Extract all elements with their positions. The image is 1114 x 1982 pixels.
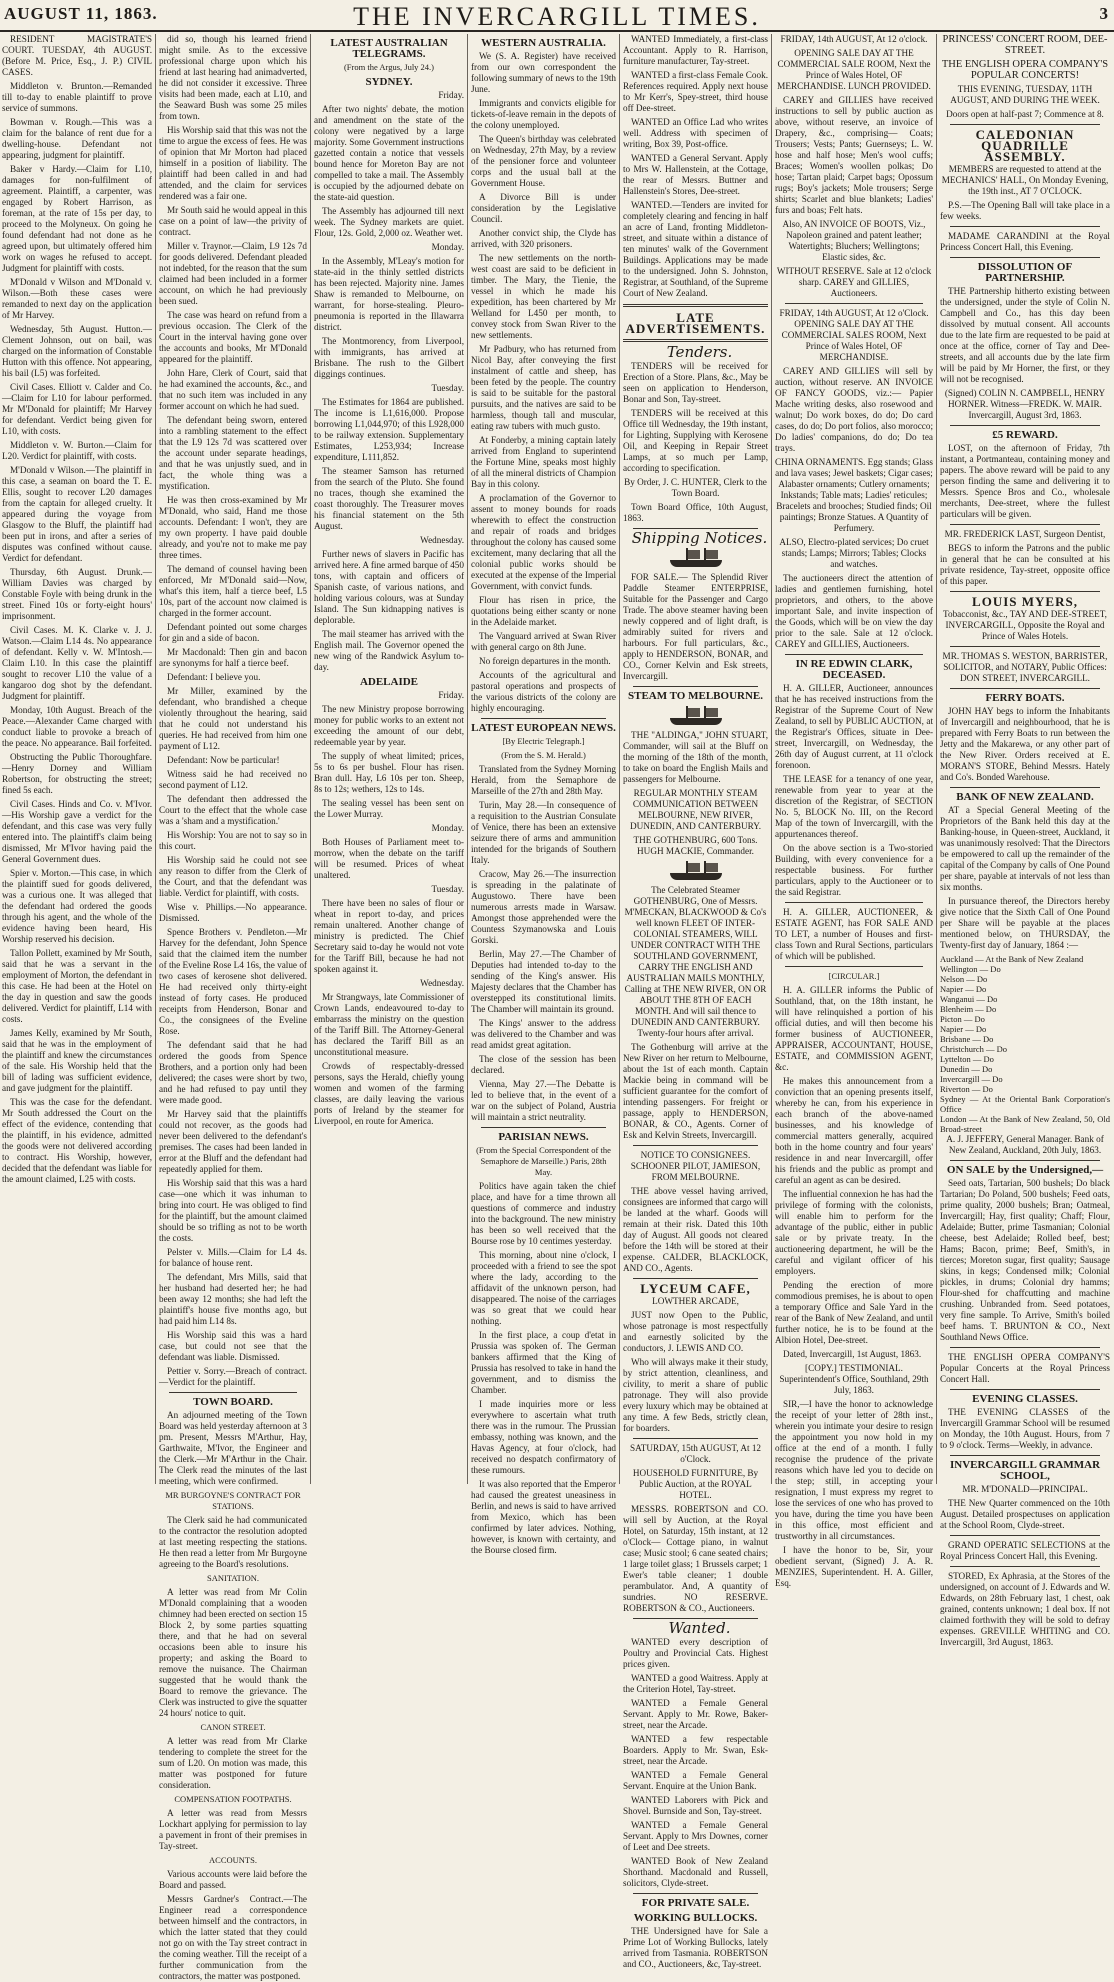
classified-ad: He makes this announcement from a conviction that an opening presents itself, whereby he can, from his experience in each branch of the above-named businesses, and his knowledge of commercial matters generally, acquired both in the home country and four years' residence in and near Invercargill, offer his friends and the public as prompt and careful an agent as can be desired. (775, 1076, 933, 1185)
classified-ad: JOHN HAY begs to inform the Inhabitants of Invercargill and neighbourhood, that he is prepared with Ferry Boats to run between the Jetty and the Makarewa, or any other part of the New River. Orders received at E. MORAN'S STORE, Behind Messrs. Hately and Co's. Bonded Warehouse. (940, 706, 1110, 782)
classified-ad: WANTED.—Tenders are invited for completely clearing and fencing in half an acre of Land, fronting Middleton-street, and situate within a distance of ten minutes' walk of the Government Buildings. Applications may be made to the undersigned. John S. Johnston, Registrar, at Southland, of the Supreme Court of New Zealand. (623, 200, 768, 298)
column-1-court-reports (2, 34, 152, 1484)
classified-ad: Who will always make it their study, by strict attention, cleanliness, and civility, to merit a share of public patronage. They will also provide every luxury which may be obtained at any time. A few Beds, strictly clean, for boarders. (623, 1357, 768, 1433)
article-text: A Divorce Bill is under consideration by the Legislative Council. (471, 192, 616, 224)
article-text: His Worship said this was a hard case, but could not see that the defendant was liable. Dismissed. (159, 1330, 307, 1362)
classified-ad: TENDERS will be received at this Office till Wednesday, the 19th instant, for Lighting, Supplying with Kerosene Oil, and Keeping in Repair Street Lamps, at so much per Lamp, according to specification. (623, 408, 768, 473)
section-heading: Wanted. (668, 1619, 731, 1637)
column-2-court-and-town-board (159, 34, 307, 1981)
article-text: Accounts of the agricultural and pastoral operations and prospects of the various districts of the colony are highly encouraging. (471, 670, 616, 713)
article-text: Both Houses of Parliament meet to-morrow, when the debate on the tariff will be resumed. Prices of wheat unaltered. (314, 837, 464, 880)
article-text: Wise v. Phillips.—No appearance. Dismissed. (159, 902, 307, 923)
classified-ad: FOR SALE.— The Splendid River Paddle Steamer ENTERPRISE, Suitable for the Passenger and Cargo Trade. The above steamer having been newly coppered and of light draft, is admirably suited for rivers and harbours. For full particulars, &c., apply to HENDERSON, BONAR, and CO., Corner Kelvin and Esk streets, Invercargill. (623, 572, 768, 681)
article-text: The close of the session has been declared. (471, 1054, 616, 1075)
article-text: Berlin, May 27.—The Chamber of Deputies had intended to-day to the sending of the King's answer. His Majesty declares that the Chamber has overstepped its constitutional limits. The Chamber will maintain its ground. (471, 949, 616, 1014)
section-heading: £5 REWARD. (992, 429, 1058, 441)
dateline: Friday. (438, 90, 464, 100)
bank-branch-item: Dunedin — Do (940, 1064, 993, 1074)
dateline: Friday. (438, 690, 464, 700)
subheading: (From the S. M. Herald.) (501, 750, 586, 760)
classified-ad: H. A. GILLER informs the Public of Southland, that, on the 18th instant, he will have relinquished a portion of his official duties, and will then become his former business of AUCTIONEER, APPRAISER, ACCOUNTANT, HOUSE, ESTATE, and COMMISSION AGENT, &c. (775, 985, 933, 1072)
article-text: There have been no sales of flour or wheat in report to-day, and prices remain unaltered. Another change of ministry is predicted. The Chief Secretary said to-day he would not vote for the Tariff Bill, because he had not spoken against it. (314, 898, 464, 974)
classified-ad: TENDERS will be received for Erection of a Store. Plans, &c., May be seen on application to Henderson, Bonar and Son, Tay-street. (623, 361, 768, 404)
bank-branch-item: Lyttelton — Do (940, 1054, 994, 1064)
classified-ad: Pending the erection of more commodious premises, he is about to open a temporary Office and Sale Yard in the rear of the Bank of New Zealand, and until further notice, he is to be found at the Albion Hotel, Dee-street. (775, 1280, 933, 1345)
article-text: The sealing vessel has been sent on the Lower Murray. (314, 798, 464, 819)
section-rule (950, 1160, 1100, 1161)
classified-ad: WANTED a first-class Female Cook. References required. Apply next house to Mr Kerr's, Spey-street, third house off Dee-street. (623, 70, 769, 113)
article-text: Mr Macdonald: Then gin and bacon are synonyms for half a tierce beef. (159, 647, 307, 668)
classified-ad: WANTED a good Waitress. Apply at the Criterion Hotel, Tay-street. (623, 1673, 768, 1694)
article-text: The new settlements on the north-west coast are said to be deficient in timber. The Mary, the Tienie, the vessel in which he made his expedition, has been chartered by Mr Welland for L450 per month, to convey stock from Swan River to the new settlements. (471, 253, 616, 340)
classified-ad: HOUSEHOLD FURNITURE, By Public Auction, at the ROYAL HOTEL. (632, 1468, 759, 1500)
article-text: Another convict ship, the Clyde has arrived, with 320 prisoners. (471, 228, 616, 249)
classified-ad: WANTED a few respectable Boarders. Apply to Mr. Swan, Esk-street, near the Arcade. (623, 1734, 768, 1766)
article-text: His Worship said that this was a hard case—one which it was inhuman to bring into court. He was obliged to find for the plaintiff, but the amount claimed should be so trifling as not to be worth the costs. (159, 1178, 307, 1243)
column-5-advertisements (623, 34, 769, 1969)
article-text: The supply of wheat limited; prices, 5s to 6s per bushel. Flour has risen. Bran dull. Hay, L6 10s per ton. Sheep, 8s to 12s; wethers, 12s to 14s. (314, 751, 464, 794)
classified-ad: CAREY AND GILLIES will sell by auction, without reserve. AN INVOICE OF FANCY GOODS, viz.:— Papier Mache writing desks, also rosewood and walnut; Do work boxes, do do; Do card cases, do do; Do port folios, also morocco; Do ladies' companions, do do; Do tea trays. (775, 366, 933, 453)
classified-ad: The influential connexion he has had the privilege of forming with the colonists, will enable him to perform for the advantage of the public, either in public sale or by private treaty. In the auctioneering department, he will be the careful and vigilant officer of his employers. (775, 1189, 933, 1276)
section-rule (169, 1392, 297, 1393)
section-heading: SYDNEY. (365, 76, 413, 88)
column-6-auctions (775, 34, 933, 1588)
section-heading: DISSOLUTION OF PARTNERSHIP. (977, 261, 1073, 284)
bank-branch-item: Wellington — Do (940, 964, 1001, 974)
classified-ad: The Gothenburg will arrive at the New River on her return to Melbourne, about the 1st of each month. Captain Mackie being in command will be sufficient guarantee for the comfort of intending passengers. For freight or passage, apply to HENDERSON, BONAR, & CO., Agents. Corner of Esk and Kelvin Streets, Invercargill. (623, 1042, 768, 1140)
article-text: M'Donald v Wilson.—The plaintiff in this case, a seaman on board the T. E. Ellis, sought to recover L20 damages from the captain for alleged cruelty. It appeared during the voyage from Glasgow to the Bluff, the plaintiff had been put in irons, and after a series of disputes was confined without cause. Verdict for defendant. (2, 465, 152, 563)
classified-ad: WANTED Laborers with Pick and Shovel. Burnside and Son, Tay-street. (623, 1795, 768, 1816)
section-heading: PARISIAN NEWS. (498, 1131, 589, 1143)
section-rule (950, 787, 1100, 788)
classified-ad: CAREY and GILLIES have received instructions to sell by public auction as above, without reserve, an invoice of Drapery, &c., comprising— Coats; Trousers; Vests; Pants; Guernseys; L. W. hose and half hose; Men's wool cuffs; Braces; Women's woollen polkas; Do hose; Tartan plaid; Carpet bags; Opossum rugs; Boy's jackets; Mole trousers; Serge shirts; Scarlet and blue blankets; Ladies' furs and boas; Felt hats. (775, 95, 933, 215)
classified-ad: WANTED Book of New Zealand Shorthand. Macdonald and Russell, solicitors, Clyde-street. (623, 1856, 768, 1888)
article-text: Flour has risen in price, the quotations being either scanty or none in the Adelaide market. (471, 595, 616, 627)
article-text: Vienna, May 27.—The Debatte is led to believe that, in the event of a war on the subject of Poland, Austria will maintain a strict neutrality. (471, 1079, 616, 1122)
article-text: Turin, May 28.—In consequence of a requisition to the Austrian Consulate of Venice, there has been an extensive seizure there of arms and ammunition intended for the brigands of Southern Italy. (471, 800, 616, 865)
bank-branch-item: Riverton — Do (940, 1084, 993, 1094)
article-text: Spier v. Morton.—This case, in which the plaintiff sued for goods delivered, was a curious one. It was alleged that the defendant had ordered the goods through his agent, and the whole of the evidence having been heard, His Worship reserved his decision. (2, 868, 152, 944)
article-text: Messrs Gardner's Contract.—The Engineer read a correspondence between himself and the contractors, in which the latter stated that they could not go on with the Tay street contract in the coming weather. Till the receipt of a further communication from the contractors, the matter was postponed. (159, 1894, 307, 1981)
article-text: The steamer Samson has returned from the search of the Pluto. She found no traces, though she examined the coast thoroughly. The Treasurer moves his financial statement on the 5th August. (314, 466, 464, 531)
classified-ad: H. A. GILLER, Auctioneer, announces that he has received instructions from the Registrar of the Supreme Court of New Zealand, to sell by PUBLIC AUCTION, at the Registrar's Offices, situate in Dee-street, Invercargill, on Wednesday, the 26th day of August current, at 11 o'clock forenoon. (775, 683, 933, 770)
article-text: Middleton v. Brunton.—Remanded till to-day to enable plaintiff to prove service of summons. (2, 81, 152, 113)
classified-ad: THE New Quarter commenced on the 10th August. Detailed prospectuses on application at the School Room, Clyde-street. (940, 1498, 1110, 1530)
article-text: John Hare, Clerk of Court, said that he had examined the accounts, &c., and that no such item was included in any former account on which he had sued. (159, 368, 307, 411)
column-3-australian-telegrams (314, 34, 464, 1484)
classified-ad: THE Partnership hitherto existing between the undersigned, under the style of Colin N. Campbell and Co., has this day been dissolved by mutual consent. All accounts due to the late firm are requested to be paid at once at the office, corner of Tay and Dee-streets, and all accounts due by the late firm will be paid by Mr Horner, the first, or they will not be recognised. (940, 286, 1110, 384)
classified-ad: THE ENGLISH OPERA COMPANY'S POPULAR CONCERTS! (941, 59, 1109, 81)
article-text: M'Donald v Wilson and M'Donald v. Wilson.—Both these cases were remanded to next day on the application of Mr Harvey. (2, 277, 152, 320)
classified-ad: ALSO, Electro-plated services; Do cruet stands; Lamps; Mirrors; Tables; Clocks and watches. (779, 537, 929, 569)
subheading: ACCOUNTS. (209, 1855, 257, 1865)
article-text: Wednesday, 5th August. Hutton.—Clement Johnson, out on bail, was charged on the information of Constable Hutton with this offence. Not appearing, his bail (L5) was forfeited. (2, 324, 152, 378)
classified-ad: A. J. JEFFERY, General Manager. Bank of New Zealand, Auckland, 20th July, 1863. (946, 1134, 1104, 1155)
article-text: Miller v. Traynor.—Claim, L9 12s 7d for goods delivered. Defendant pleaded not indebted, for the reason that the sum claimed had been included in a former account, on which he had previously been sued. (159, 241, 307, 306)
subheading: COMPENSATION FOOTPATHS. (174, 1794, 292, 1804)
article-text: Pettier v. Sorry.—Breach of contract.—Verdict for the plaintiff. (159, 1366, 307, 1387)
article-text: The Montmorency, from Liverpool, with immigrants, has arrived at Brisbane. The rush to the Gilbert diggings continues. (314, 336, 464, 379)
classified-ad: SATURDAY, 15th AUGUST, At 12 o'Clock. (629, 1443, 762, 1464)
article-text: No foreign departures in the month. (479, 656, 611, 666)
section-rule (950, 1455, 1100, 1456)
bank-branch-list (940, 954, 1110, 1134)
subheading: SANITATION. (207, 1573, 259, 1583)
ad-date: Town Board Office, 10th August, 1863. (623, 502, 768, 523)
classified-ad: PRINCESS' CONCERT ROOM, DEE-STREET. (942, 34, 1108, 56)
bank-branch-item: Blenheim — Do (940, 1004, 997, 1014)
article-text: The Vanguard arrived at Swan River with general cargo on 8th June. (471, 631, 616, 652)
steamer-icon (666, 705, 726, 727)
article-text: Witness said he had received no second payment of L12. (159, 769, 307, 790)
classified-ad: P.S.—The Opening Ball will take place in a few weeks. (940, 200, 1110, 221)
classified-ad: SIR,—I have the honor to acknowledge the receipt of your letter of 28th inst., wherein you intimate your desire to resign the appointment you now hold in my office at the end of a month. I fully recognise the prudence of the private reasons which have led you to decide on the step; still, in accepting your resignation, I must express my regret to lose the services of one who has proved to you have, during the time you have been in this office, most efficient and trustworthy in all circumstances. (775, 1399, 933, 1541)
section-rule (785, 902, 923, 903)
section-heading: FOR PRIVATE SALE. (641, 1897, 750, 1909)
classified-ad: WITHOUT RESERVE. Sale at 12 o'clock sharp. CAREY and GILLIES, Auctioneers. (776, 266, 932, 298)
bank-branch-item: London — At the Bank of New Zealand, 50, Old Broad-street (940, 1114, 1110, 1134)
classified-ad: WANTED Immediately, a first-class Accountant. Apply to R. Harrison, furniture manufacturer, Tay-street. (623, 34, 768, 66)
column-divider (310, 34, 311, 1484)
article-text: did so, though his learned friend might smile. As to the excessive professional charge upon which his friend at last hearing had animadverted, he did not consider it excessive. Three visits had been made, each at L10, and the Seaward Bush was some 25 miles from town. (159, 34, 307, 121)
article-text: Crowds of respectably-dressed persons, says the Herald, chiefly young women and women of the farming classes, are daily leaving the various ports of Ireland by the steamer for Liverpool, en route for America. (314, 1061, 464, 1126)
classified-ad: I have the honor to be, Sir, your obedient servant, (Signed) J. A. R. MENZIES, Superintendent. H. A. Giller, Esq. (775, 1545, 933, 1588)
classified-ad: OPENING SALE DAY AT THE COMMERCIAL SALE ROOM, Next the Prince of Wales Hotel, OF MERCHANDISE. LUNCH PROVIDED. (777, 48, 931, 91)
article-text: The new Ministry propose borrowing money for public works to an extent not exceeding the amount of our debt, redeemable year by year. (314, 704, 464, 747)
article-text: The defendant said that he had ordered the goods from Spence Brothers, and a portion only had been delivered; the cases were short by two, and he had refused to pay until they were made good. (159, 1040, 307, 1105)
article-text: Bowman v. Rough.—This was a claim for the balance of rent due for a dwelling-house. Defendant not appearing, judgment for plaintiff. (2, 117, 152, 160)
section-heading: Tenders. (666, 343, 733, 361)
classified-ad: MEMBERS are requested to attend at the MECHANICS' HALL, On Monday Evening, the 19th inst., AT 7 O'CLOCK. (941, 164, 1109, 196)
newspaper-title: THE INVERCARGILL TIMES. (353, 2, 761, 31)
subheading: CANON STREET. (200, 1722, 266, 1732)
section-heading: LATEST EUROPEAN NEWS. (471, 722, 616, 734)
article-text: Baker v Hardy.—Claim for L10, damages for non-fulfilment of agreement. Plaintiff, a carpenter, was engaged by Robert Harrison, as foreman, at the rate of 15s per day, to proceed to the Molyneux. On going he found defendant had not done as he agreed upon, but ultimately offered him work on wages he refused to accept. Judgment for plaintiff with costs. (2, 164, 152, 273)
article-text: He was then cross-examined by Mr M'Donald, who said, Hand me those accounts. Defendant: I won't, they are my own property. I have paid double already, and you're not to make me pay three times. (159, 495, 307, 560)
classified-ad: WANTED an Office Lad who writes well. Address with specimen of writing, Box 39, Post-office. (623, 117, 768, 149)
classified-ad: MR. FREDERICK LAST, Surgeon Dentist, (944, 529, 1106, 539)
section-rule (950, 646, 1100, 647)
bank-branch-item: Christchurch — Do (940, 1044, 1008, 1054)
classified-ad: Tobacconist, &c., TAY AND DEE-STREET, INVERCARGILL, Opposite the Royal and Prince of Wales Hotels. (943, 609, 1107, 641)
article-text: The Queen's birthday was celebrated on Wednesday, 27th May, by a review of the pensioner force and volunteer corps and the usual ball at the Government House. (471, 134, 616, 188)
classified-ad: FRIDAY, 14th AUGUST, At 12 o'clock. (780, 34, 928, 44)
article-text: Spence Brothers v. Pendleton.—Mr Harvey for the defendant, John Spence said that the claimed item the number of the Eveline Rose L4 16s, the value of two cases of kerosene shot delivered. He had received only thirty-eight instead of forty cases. He produced receipts from Henderson, Bonar and Co., the consignees of the Eveline Rose. (159, 927, 307, 1036)
classified-ad: H. A. GILLER, AUCTIONEER, & ESTATE AGENT, has FOR SALE AND TO LET, a number of Houses and first-class Town and Rural Sections, particulars of which will be published. (775, 907, 933, 961)
article-text: Immigrants and convicts eligible for tickets-of-leave remain in the depots of the colony unemployed. (471, 98, 616, 130)
classified-ad: WANTED a Female General Servant. Apply to Mr. Rowe, Baker-street, near the Arcade. (623, 1698, 768, 1730)
classified-ad: WANTED a General Servant. Apply to Mrs W. Hallenstein, at the Cottage, the rear of Messrs. Buttner and Hallenstein's Stores, Dee-street. (623, 153, 768, 196)
article-text: Civil Cases. M. K. Clarke v. J. J. Watson.—Claim L14 4s. No appearance of defendant. Kelly v. W. M'Intosh.—Claim L10. In this case the plaintiff sought to recover L10 the value of a kangaroo dog shot by the defendant. Judgment for plaintiff. (2, 625, 152, 701)
article-text: Tallon Pollett, examined by Mr South, said that he was a servant in the employment of Morton, the defendant in this case. He had been at the Hotel on the day in question and saw the goods delivered. Verdict for plaintiff, L14 with costs. (2, 948, 152, 1024)
article-text: The mail steamer has arrived with the English mail. The Governor opened the new wing of the Randwick Asylum to-day. (314, 629, 464, 672)
article-text: The Assembly has adjourned till next week. The Sydney markets are quiet. Flour, 12s. Gold, 2,000 oz. Weather wet. (314, 206, 464, 238)
article-text: An adjourned meeting of the Town Board was held yesterday afternoon at 3 pm. Present, Messrs M'Arthur, Hay, Garthwaite, M'Ivor, the Engineer and the Clerk.—Mr M'Arthur in the Chair. The Clerk read the minutes of the last meeting, which were confirmed. (159, 1410, 307, 1486)
article-text: A letter was read from Mr Clarke tendering to complete the street for the sum of L20. On motion was made, this matter was postponed for future consideration. (159, 1736, 307, 1790)
article-text: Defendant: I believe you. (167, 672, 261, 682)
classified-ad: MR. M'DONALD—PRINCIPAL. (962, 1484, 1088, 1494)
classified-ad: REGULAR MONTHLY STEAM COMMUNICATION BETWEEN MELBOURNE, NEW RIVER, DUNEDIN, AND CANTERBURY. (629, 788, 761, 831)
classified-ad: In pursuance thereof, the Directors hereby give notice that the Sixth Call of One Pound per Share will be payable at the places mentioned below, on THURSDAY, the Twenty-first day of January, 1864 :— (940, 896, 1110, 950)
section-rule (950, 1535, 1100, 1536)
column-divider (155, 34, 156, 1484)
article-text: Pelster v. Mills.—Claim for L4 4s. for balance of house rent. (159, 1247, 307, 1268)
classified-ad: THE above vessel having arrived, consignees are informed that cargo will be landed at the wharf. Goods will remain at their risk. Dated this 10th day of August. All goods not cleared before the 14th will be stored at their expense. CALDER, BLACKLOCK, AND CO., Agents. (623, 1186, 768, 1273)
bank-branch-item: Nelson — Do (940, 974, 988, 984)
section-rule (633, 1438, 758, 1439)
section-heading: LATE ADVERTISEMENTS. (625, 310, 766, 336)
classified-ad: Seed oats, Tartarian, 500 bushels; Do black Tartarian; Do Poland, 500 bushels; Feed oats, prime quality, 2000 bushels; Bran; Oatmeal, Invercargill; Hay, first quality; Chaff; Flour, Adelaide; Butter, prime Tasmanian; Colonial cheese, best Adelaide; Rolled beef, best; Hams; Bacon, prime; Beef, Smith's, in tierces; Moreton sugar, first quality; Sausage skins, in kegs; Condensed milk; Colonial pickles, in drums; Colonial dry hamms; Flour-shed for chaffcutting and machine crushing. Unbranded from. Seed potatoes, very fine sample. To Arrive, Smith's boiled beef hams. T. BRUNTON & CO., Next Southland News Office. (940, 1178, 1110, 1342)
subheading: (From the Special Correspondent of the Semaphore de Marseille.) Paris, 28th May. (476, 1145, 611, 1177)
classified-ad: THE ENGLISH OPERA COMPANY'S Popular Concerts at the Royal Princess Concert Hall. (940, 1352, 1110, 1384)
article-text: It was also reported that the Emperor had caused the greatest uneasiness in Berlin, and news is said to have arrived from Mexico, which has been confirmed by later advices. Nothing, however, is known with certainty, and the Bourse closed firm. (471, 1479, 616, 1555)
section-rule (950, 124, 1100, 125)
classified-ad: NOTICE TO CONSIGNEES. SCHOONER PILOT, JAMIESON, FROM MELBOURNE. (630, 1150, 761, 1182)
section-heading: WESTERN AUSTRALIA. (481, 37, 606, 49)
article-text: A letter was read from Messrs Lockhart applying for permission to lay a pavement in front of their premises in Tay-street. (159, 1808, 307, 1851)
classified-ad: LOST, on the afternoon of Friday, 7th instant, a Portmanteau, containing money and papers. The above reward will be paid to any person finding the same and delivering it to Messrs. Spence Bros and Co., wholesale merchants, Dee-street, where the fullest particulars will be given. (940, 443, 1110, 519)
section-rule (633, 686, 758, 687)
article-text: Further news of slavers in Pacific has arrived here. A fine armed barque of 450 tons, with captain and officers of Spanish caste, of various nations, and holding various colours, was at Sunday Island. The Sun kidnapping natives is deplorable. (314, 549, 464, 625)
article-text: The Estimates for 1864 are published. The income is L1,616,000. Propose borrowing L1,044,970; of this L928,000 to be railway extension. Supplementary Estimates, L253,934; Increase expenditure, L111,852. (314, 397, 464, 462)
section-rule (481, 718, 606, 719)
article-text: Politics have again taken the chief place, and have for a time thrown all questions of commerce and industry into the background. The new ministry has been so well received that the Bourse rose by 10 centimes yesterday. (471, 1181, 616, 1246)
section-rule (950, 688, 1100, 689)
classified-ad: MADAME CARANDINI at the Royal Princess Concert Hall, this Evening. (940, 231, 1110, 252)
column-divider (619, 34, 620, 1484)
classified-ad: Dated, Invercargill, 1st August, 1863. (783, 1349, 922, 1359)
classified-ad: WANTED every description of Poultry and Provincial Cats. Highest prices given. (623, 1637, 768, 1669)
article-text: A proclamation of the Governor to assent to money bounds for roads wherewith to effect the construction and repair of roads and bridges throughout the colony has caused some excitement, many declaring that all the colonial public works should be executed at the expense of the Imperial Government, with convict funds. (471, 493, 616, 591)
classified-ad: THIS EVENING, TUESDAY, 11TH AUGUST, AND DURING THE WEEK. (950, 84, 1100, 105)
article-text: This was the case for the defendant. Mr South addressed the Court on the effect of the evidence, contending that the plaintiff, in his evidence, admitted the goods were not delivered according to contract. His Worship, however, decided that the defendant was liable for the amount claimed, L25 with costs. (2, 1097, 152, 1184)
section-rule (633, 1893, 758, 1894)
article-text: Various accounts were laid before the Board and passed. (159, 1869, 307, 1890)
article-text: Mr Strangways, late Commissioner of Crown Lands, endeavoured to-day to embarrass the ministry on the question of the Tariff Bill. The Attorney-General has declared the Tariff Bill as an unconstitutional measure. (314, 992, 464, 1057)
article-text: Defendant pointed out some charges for gin and a side of bacon. (159, 622, 307, 643)
article-text: Cracow, May 26.—The insurrection is spreading in the palatinate of Augustowo. There have been numerous arrests made in Warsaw. Amongst those apprehended were the Countess Szymanowska and Louis Gorski. (471, 869, 616, 945)
classified-ad: THE LEASE for a tenancy of one year, renewable from year to year at the discretion of the Registrar, of SECTION No. 5, BLOCK No. III, on the Record Map of the town of Invercargill, with the appurtenances thereof. (775, 774, 933, 839)
section-heading: CALEDONIAN QUADRILLE ASSEMBLY. (975, 127, 1075, 164)
section-rule (633, 1145, 758, 1146)
section-heading: IN RE EDWIN CLARK, DECEASED. (795, 658, 913, 681)
classified-ad: [COPY.] TESTIMONIAL. Superintendent's Office, Southland, 29th July, 1863. (779, 1363, 929, 1395)
section-rule (785, 303, 923, 304)
classified-ad: JUST now Open to the Public, whose patronage is most respectfully and earnestly solicited by the conductors, J. LEWIS AND CO. (623, 1310, 768, 1353)
article-text: Civil Cases. Elliott v. Calder and Co.—Claim for L10 for labour performed. Mr M'Donald for plaintiff; Mr Harvey for defendant. Verdict being given for L10, with costs. (2, 382, 152, 436)
article-text: Mr Harvey said that the plaintiffs could not recover, as the goods had never been delivered to the defendant's premises. The cases had been landed in error at the Bluff and the defendant had repeatedly applied for them. (159, 1109, 307, 1174)
classified-ad: On the above section is a Two-storied Building, with every convenience for a respectable business. For further particulars, apply to the Auctioneer or to the said Registrar. (775, 843, 933, 897)
classified-ad: WANTED a Female General Servant. Enquire at the Union Bank. (623, 1770, 768, 1791)
dateline: Tuesday. (431, 383, 464, 393)
article-text: James Kelly, examined by Mr South, said that he was in the employment of the plaintiff and knew the circumstances of the sale. His Worship held that the bill of lading was sufficient evidence, and gave judgment for the plaintiff. (2, 1028, 152, 1093)
article-text: Obstructing the Public Thoroughfare.—Henry Dorney and William Robertson, for obstructing the street; fined 5s each. (2, 752, 152, 795)
subheading: (From the Argus, July 24.) (343, 62, 435, 72)
dateline: Wednesday. (420, 978, 464, 988)
classified-ad: (Signed) COLIN N. CAMPBELL, HENRY HORNER. Witness—FREDK. W. MAIR. Invercargill, August 3rd, 1863. (944, 388, 1106, 420)
subheading: LOWTHER ARCADE, (652, 1296, 739, 1306)
article-text: The Clerk said he had communicated to the contractor the resolution adopted at last meeting respecting the stations. He then read a letter from Mr Burgoyne agreeing to the Board's resolutions. (159, 1515, 307, 1569)
section-heading: EVENING CLASSES. (972, 1393, 1078, 1405)
ad-signature: By Order, J. C. HUNTER, Clerk to the Town Board. (624, 477, 767, 498)
bank-branch-item: Brisbane — Do (940, 1034, 994, 1044)
article-text: This morning, about nine o'clock, I proceeded with a friend to see the spot where the lady, according to the affidavit of the unknown person, had disappeared. The noise of the carriages was so great that we could hear nothing. (471, 1250, 616, 1326)
article-text: The defendant, Mrs Mills, said that her husband had deserted her; he had been away 12 months; she had left the plaintiff's house five months ago, but had paid him L14 8s. (159, 1272, 307, 1326)
article-text: Mr South said he would appeal in this case on a point of law—the privity of contract. (159, 205, 307, 237)
subheading: [By Electric Telegraph.] (502, 736, 585, 746)
column-divider (467, 34, 468, 1484)
article-text: RESIDENT MAGISTRATE'S COURT. TUESDAY, 4th AUGUST. (Before M. Price, Esq., J. P.) CIVIL CASES. (2, 34, 152, 77)
article-text: After two nights' debate, the motion and amendment on the state of the colony were negatived by a large majority. Some Government instructions gazetted contain a notice that vessels bound hence for Moreton Bay are not compelled to take a mail. The Assembly is occupied by the adjourned debate on the state-aid question. (314, 104, 464, 202)
section-heading: LOUIS MYERS, (972, 594, 1078, 609)
steamer-icon (666, 547, 726, 569)
steamer-icon (666, 860, 726, 882)
section-rule (481, 1127, 606, 1128)
section-heading: LYCEUM CAFE, (640, 1281, 751, 1296)
section-rule (623, 304, 768, 307)
section-heading: ON SALE by the Undersigned,— (946, 1164, 1104, 1176)
column-divider (771, 34, 772, 1484)
section-rule (950, 591, 1100, 592)
classified-ad: THE Undersigned have for Sale a Prime Lot of Working Bullocks, lately arrived from Tasmania. ROBERTSON and CO., Auctioneers, &c, Tay-street. (623, 1926, 768, 1969)
article-text: Thursday, 6th August. Drunk.—William Davies was charged by Constable Foyle with being drunk in the street. Fined 10s or forty-eight hours' imprisonment. (2, 567, 152, 621)
classified-ad: GRAND OPERATIC SELECTIONS at the Royal Princess Concert Hall, this Evening. (940, 1540, 1110, 1561)
bank-branch-item: Napier — Do (940, 984, 987, 994)
dateline: Monday. (431, 823, 464, 833)
column-7-notices (940, 34, 1110, 1647)
section-rule (950, 226, 1100, 227)
article-text: His Worship said he could not see any reason to differ from the Clerk of the Court, and that the defendant was liable. Verdict for plaintiff, with costs. (159, 855, 307, 898)
article-text: The case was heard on refund from a previous occasion. The Clerk of the Court in the interval having gone over the accounts and books, Mr M'Donald appeared for the plaintiff. (159, 310, 307, 364)
subheading: [CIRCULAR.] (828, 971, 880, 981)
article-text: The defendant then addressed the Court to the effect that the whole case was a 'sham and a mystification.' (159, 794, 307, 826)
article-text: I made inquiries more or less everywhere to ascertain what truth there was in the rumour. The Prussian embassy, nothing was known, and the Havas Agency, at four o'clock, had received no despatch confirmatory of these rumours. (471, 1399, 616, 1475)
classified-ad: FRIDAY, 14th AUGUST, At 12 o'Clock. OPENING SALE DAY AT THE COMMERCIAL SALES ROOM, Next Prince of Wales Hotel, OF MERCHANDISE. (779, 308, 929, 362)
section-heading: WORKING BULLOCKS. (633, 1912, 758, 1924)
bank-branch-item: Napier — Do (940, 1024, 987, 1034)
section-rule (633, 1278, 758, 1279)
article-text: We (S. A. Register) have received from our own correspondent the following summary of news to the 19th June. (471, 51, 616, 94)
classified-ad: The Celebrated Steamer GOTHENBURG, One of Messrs. M'MECKAN, BLACKWOOD & Co's well known FLEET OF INTER-COLONIAL STEAMERS, WILL UNDER CONTRACT WITH THE SOUTHLAND GOVERNMENT, CARRY THE ENGLISH AND AUSTRALIAN MAILS MONTHLY, Calling at THE NEW RIVER, ON OR ABOUT THE 8TH OF EACH MONTH. And will sail thence to DUNEDIN AND CANTERBURY. Twenty-four hours after arrival. (624, 885, 767, 1038)
classified-ad: BEGS to inform the Patrons and the public in general that he can be consulted at his private residence, Tay-street, opposite office of this paper. (940, 543, 1110, 586)
bank-branch-item: Invercargill — Do (940, 1074, 1003, 1084)
bank-branch-item: Auckland — At the Bank of New Zealand (940, 954, 1084, 964)
article-text: Defendant: Now be particular! (167, 755, 280, 765)
section-rule (950, 425, 1100, 426)
classified-ad: THE GOTHENBURG, 600 Tons. HUGH MACKIE, Commander. (633, 835, 758, 856)
classified-ad: AT a Special General Meeting of the Proprietors of the Bank held this day at the Banking-house, in Queen-street, Auckland, it was unanimously resolved: That the Directors be empowered to call up the remainder of the capital of the Company by calls of One Pound per share, payable at intervals of not less than six months. (940, 805, 1110, 892)
section-heading: TOWN BOARD. (193, 1396, 273, 1408)
article-text: Mr Padbury, who has returned from Nicol Bay, after conveying the first instalment of cattle and sheep, has been feted by the people. The country is said to be suitable for the pastoral pursuits, and the natives are said to be harmless, though tall and muscular, eating raw tubers with much gusto. (471, 344, 616, 431)
masthead (0, 0, 1114, 32)
section-heading: BANK OF NEW ZEALAND. (956, 791, 1094, 803)
section-heading: FERRY BOATS. (985, 692, 1065, 704)
section-rule (950, 1389, 1100, 1390)
column-4-western-australia-europe (471, 34, 616, 1555)
page-number: 3 (1099, 4, 1108, 23)
classified-ad: The auctioneers direct the attention of ladies and gentlemen furnishing, hotel proprietors, and others, to the above important Sale, and invite inspection of the Goods, which will be on view the day prior to the sale. Sale at 12 o'clock. CAREY and GILLIES, Auctioneers. (775, 573, 933, 649)
dateline: Monday. (431, 242, 464, 252)
classified-ad: THE "ALDINGA," JOHN STUART, Commander, will sail at the Bluff on the morning of the 18th of the month, to take on board the English Mails and passengers for Melbourne. (623, 730, 768, 784)
article-text: A letter was read from Mr Colin M'Donald complaining that a wooden chimney had been erected on section 15 Block 2, by some parties squatting there, and that he had on several occasions been able to insure his property; and asking the Board to remove the nuisance. The Chairman suggested that he would thank the Board to remove the grievance. The Clerk was instructed to give the squatter 24 hours' notice to quit. (159, 1587, 307, 1718)
bank-branch-item: Picton — Do (940, 1014, 985, 1024)
article-text: Translated from the Sydney Morning Herald, from the Semaphore de Marseille of the 27th and 28th May. (471, 764, 616, 796)
subheading: MR BURGOYNE'S CONTRACT FOR STATIONS. (165, 1490, 301, 1511)
article-text: Monday, 10th August. Breach of the Peace.—Alexander Came charged with conduct liable to provoke a breach of the peace. No appearance. Bail forfeited. (2, 705, 152, 748)
section-heading: ADELAIDE (359, 676, 419, 688)
section-rule (950, 1566, 1100, 1567)
section-rule (950, 524, 1100, 525)
article-text: Mr Miller, examined by the defendant, who brandished a cheque violently throughout the hearing, said that he could not understand his queries. He had received from him one payment of L12. (159, 686, 307, 751)
article-text: Civil Cases. Hinds and Co. v. M'Ivor.—His Worship gave a verdict for the defendant, and this case was very fully entered into. The plaintiff's claim being dismissed, Mr M'Ivor having paid the General Government dues. (2, 799, 152, 864)
classified-ad: WANTED a Female General Servant. Apply to Mrs Downes, corner of Leet and Dee streets. (623, 1820, 768, 1852)
classified-ad: MESSRS. ROBERTSON and CO. will sell by Auction, at the Royal Hotel, on Saturday, 15th instant, at 12 o'Clock— Cottage piano, in walnut case; Music stool; 6 cane seated chairs; 1 large toilet glass; 1 Brussels carpet; 1 Ewer's table cleaner; 1 double perambulator. And, A quantity of sundries. NO RESERVE. ROBERTSON & CO., Auctioneers. (623, 1504, 768, 1613)
bank-branch-item: Wanganui — Do (940, 994, 998, 1004)
article-text: At Fonderby, a mining captain lately arrived from England to superintend the Fortune Mine, speaks most highly of all the mineral districts of Champion Bay in this colony. (471, 435, 616, 489)
section-heading: Shipping Notices. (631, 529, 768, 547)
dateline: Wednesday. (420, 535, 464, 545)
section-rule (785, 966, 923, 967)
section-heading: LATEST AUSTRALIAN TELEGRAMS. (330, 37, 448, 60)
issue-date: AUGUST 11, 1863. (4, 4, 158, 23)
section-rule (785, 654, 923, 655)
classified-ad: MR. THOMAS S. WESTON, BARRISTER, SOLICITOR, and NOTARY, Public Offices: DON STREET, INVERCARGILL. (942, 651, 1108, 683)
section-heading: INVERCARGILL GRAMMAR SCHOOL, (949, 1459, 1101, 1482)
article-text: In the Assembly, M'Leay's motion for state-aid in the thinly settled districts has been rejected. Majority nine. James Shaw is remanded to Melbourne, on warrant, for horse-stealing. Pleuro-pneumonia is reported in the Illawarra district. (314, 256, 464, 332)
dateline: Tuesday. (431, 884, 464, 894)
bank-branch-item: Sydney — At the Oriental Bank Corporation's Office (940, 1094, 1110, 1114)
section-rule (950, 1347, 1100, 1348)
classified-ad: Also, AN INVOICE OF BOOTS, Viz., Napoleon grained and patent leather; Watertights; Bluchers; Wellingtons; Elastic sides, &c. (782, 219, 926, 262)
section-rule (623, 339, 768, 342)
section-heading: STEAM TO MELBOURNE. (628, 690, 763, 702)
column-divider (936, 34, 937, 1484)
article-text: The defendant being sworn, entered into a rambling statement to the effect that the L9 12s 7d was scattered over the account under separate headings, and that he was unjustly sued, and in fact, the whole thing was a mystification. (159, 415, 307, 491)
classified-ad: CHINA ORNAMENTS. Egg stands; Glass and lava vases; Jewel baskets; Cigar cases; Alabaster ornaments; Cutlery ornaments; Inkstands; Table mats; Ladies' reticules; Bracelets and brooches; Studied finds; Oil paintings; Bronze Statues. A Quantity of Perfumery. (775, 457, 933, 533)
classified-ad: Doors open at half-past 7; Commence at 8. (946, 109, 1104, 119)
article-text: His Worship: You are not to say so in this court. (159, 830, 307, 851)
classified-ad: STORED, Ex Aphrasia, at the Stores of the undersigned, on account of J. Edwards and W. Edwards, on 28th February last, 1 chest, oak grained, contents unknown; 1 deal box. If not claimed forthwith they will be sold to defray expenses. GREVILLE WHITING and CO. Invercargill, 3rd August, 1863. (940, 1571, 1110, 1647)
classified-ad: THE EVENING CLASSES of the Invercargill Grammar School will be resumed on Monday, the 10th August. Hours, from 7 to 9 o'clock. Terms—Weekly, in advance. (940, 1407, 1110, 1450)
article-text: The Kings' answer to the address was delivered to the Chamber and was read amidst great agitation. (471, 1018, 616, 1050)
section-rule (950, 257, 1100, 258)
article-text: The demand of counsel having been enforced, Mr M'Donald said—Now, what's this item, half a tierce beef, L5 10s, part of the account now claimed is charged in the former account. (159, 564, 307, 618)
article-text: In the first place, a coup d'etat in Prussia was spoken of. The German bankers affirmed that the King of Prussia has resolved to take in hand the government, and to dismiss the Chamber. (471, 1330, 616, 1395)
article-text: His Worship said that this was not the time to argue the excess of fees. He was of opinion that Mr Morton had placed himself in a position of liability. The plaintiff had been called in and had attended, and the claim for services rendered was a fair one. (159, 125, 307, 201)
article-text: Middleton v. W. Burton.—Claim for L20. Verdict for plaintiff, with costs. (2, 440, 152, 461)
